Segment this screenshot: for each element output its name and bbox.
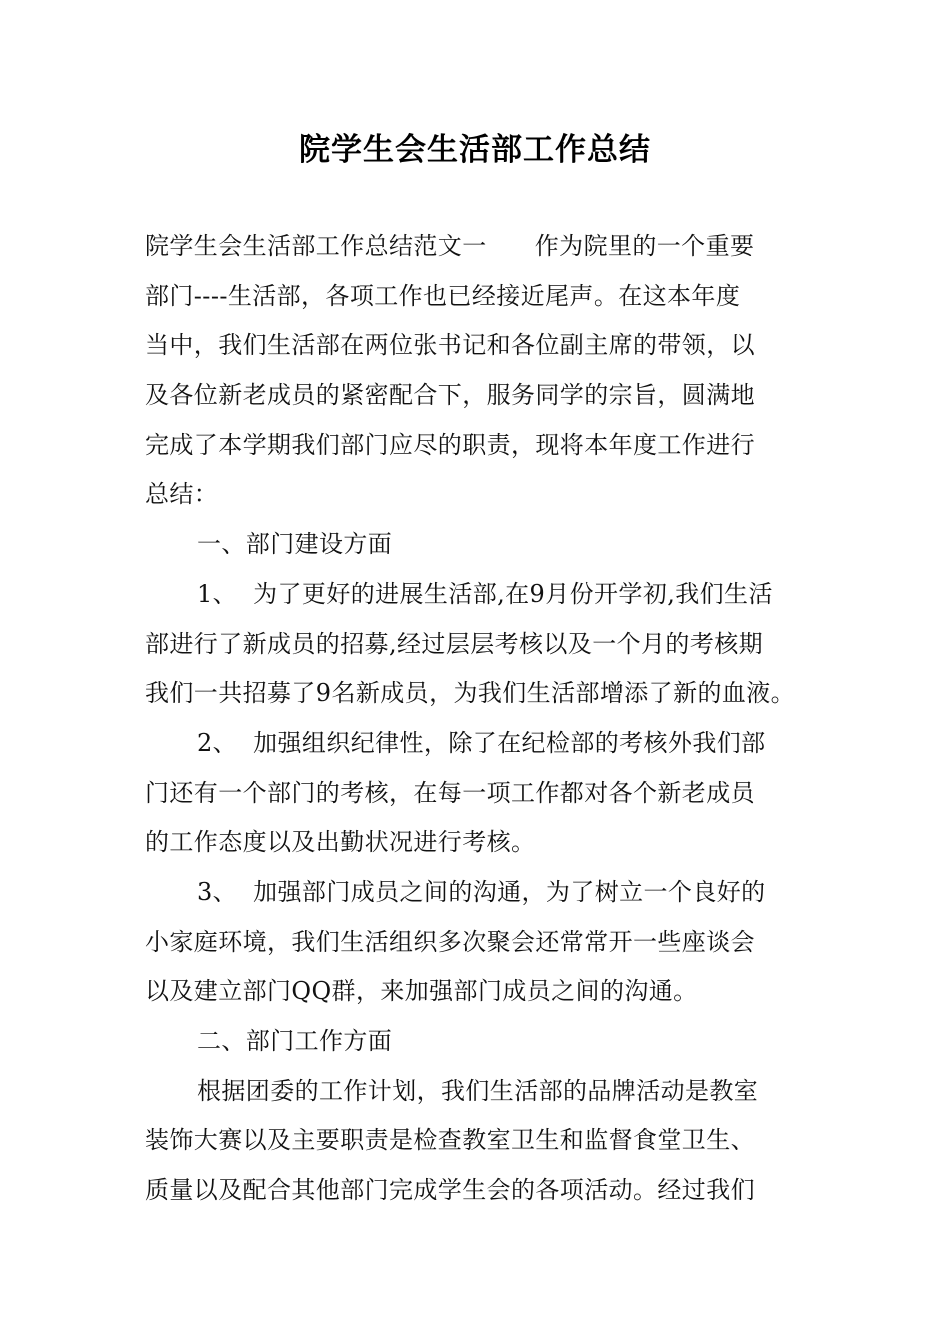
text-line: 及各位新老成员的紧密配合下，服务同学的宗旨，圆满地 xyxy=(145,381,755,410)
text-line: 3、 加强部门成员之间的沟通，为了树立一个良好的 xyxy=(197,877,766,906)
text-line: 完成了本学期我们部门应尽的职责，现将本年度工作进行 xyxy=(145,430,755,459)
text-line: 门还有一个部门的考核，在每一项工作都对各个新老成员 xyxy=(145,778,755,807)
text-line: 装饰大赛以及主要职责是检查教室卫生和监督食堂卫生、 xyxy=(145,1126,755,1155)
text-line: 质量以及配合其他部门完成学生会的各项活动。经过我们 xyxy=(145,1176,755,1205)
text-line: 一、部门建设方面 xyxy=(197,530,393,559)
text-line: 总结： xyxy=(145,480,219,509)
document-body xyxy=(145,222,823,1216)
text-line: 1、 为了更好的进展生活部,在9月份开学初,我们生活 xyxy=(197,579,773,608)
document-title: 院学生会生活部工作总结 xyxy=(299,132,651,168)
text-line: 我们一共招募了9名新成员，为我们生活部增添了新的血液。 xyxy=(145,679,796,708)
text-line: 的工作态度以及出勤状况进行考核。 xyxy=(145,828,536,857)
text-line: 以及建立部门QQ群，来加强部门成员之间的沟通。 xyxy=(145,977,698,1006)
text-line: 根据团委的工作计划，我们生活部的品牌活动是教室 xyxy=(197,1076,759,1105)
text-line: 二、部门工作方面 xyxy=(197,1027,393,1055)
text-line: 院学生会生活部工作总结范文一 作为院里的一个重要 xyxy=(145,232,755,260)
text-line: 部进行了新成员的招募,经过层层考核以及一个月的考核期 xyxy=(145,629,764,658)
text-line: 2、 加强组织纪律性，除了在纪检部的考核外我们部 xyxy=(197,728,766,757)
text-line: 部门----生活部，各项工作也已经接近尾声。在这本年度 xyxy=(145,281,741,310)
text-line: 当中，我们生活部在两位张书记和各位副主席的带领，以 xyxy=(145,331,755,360)
text-line: 小家庭环境，我们生活组织多次聚会还常常开一些座谈会 xyxy=(145,927,755,956)
